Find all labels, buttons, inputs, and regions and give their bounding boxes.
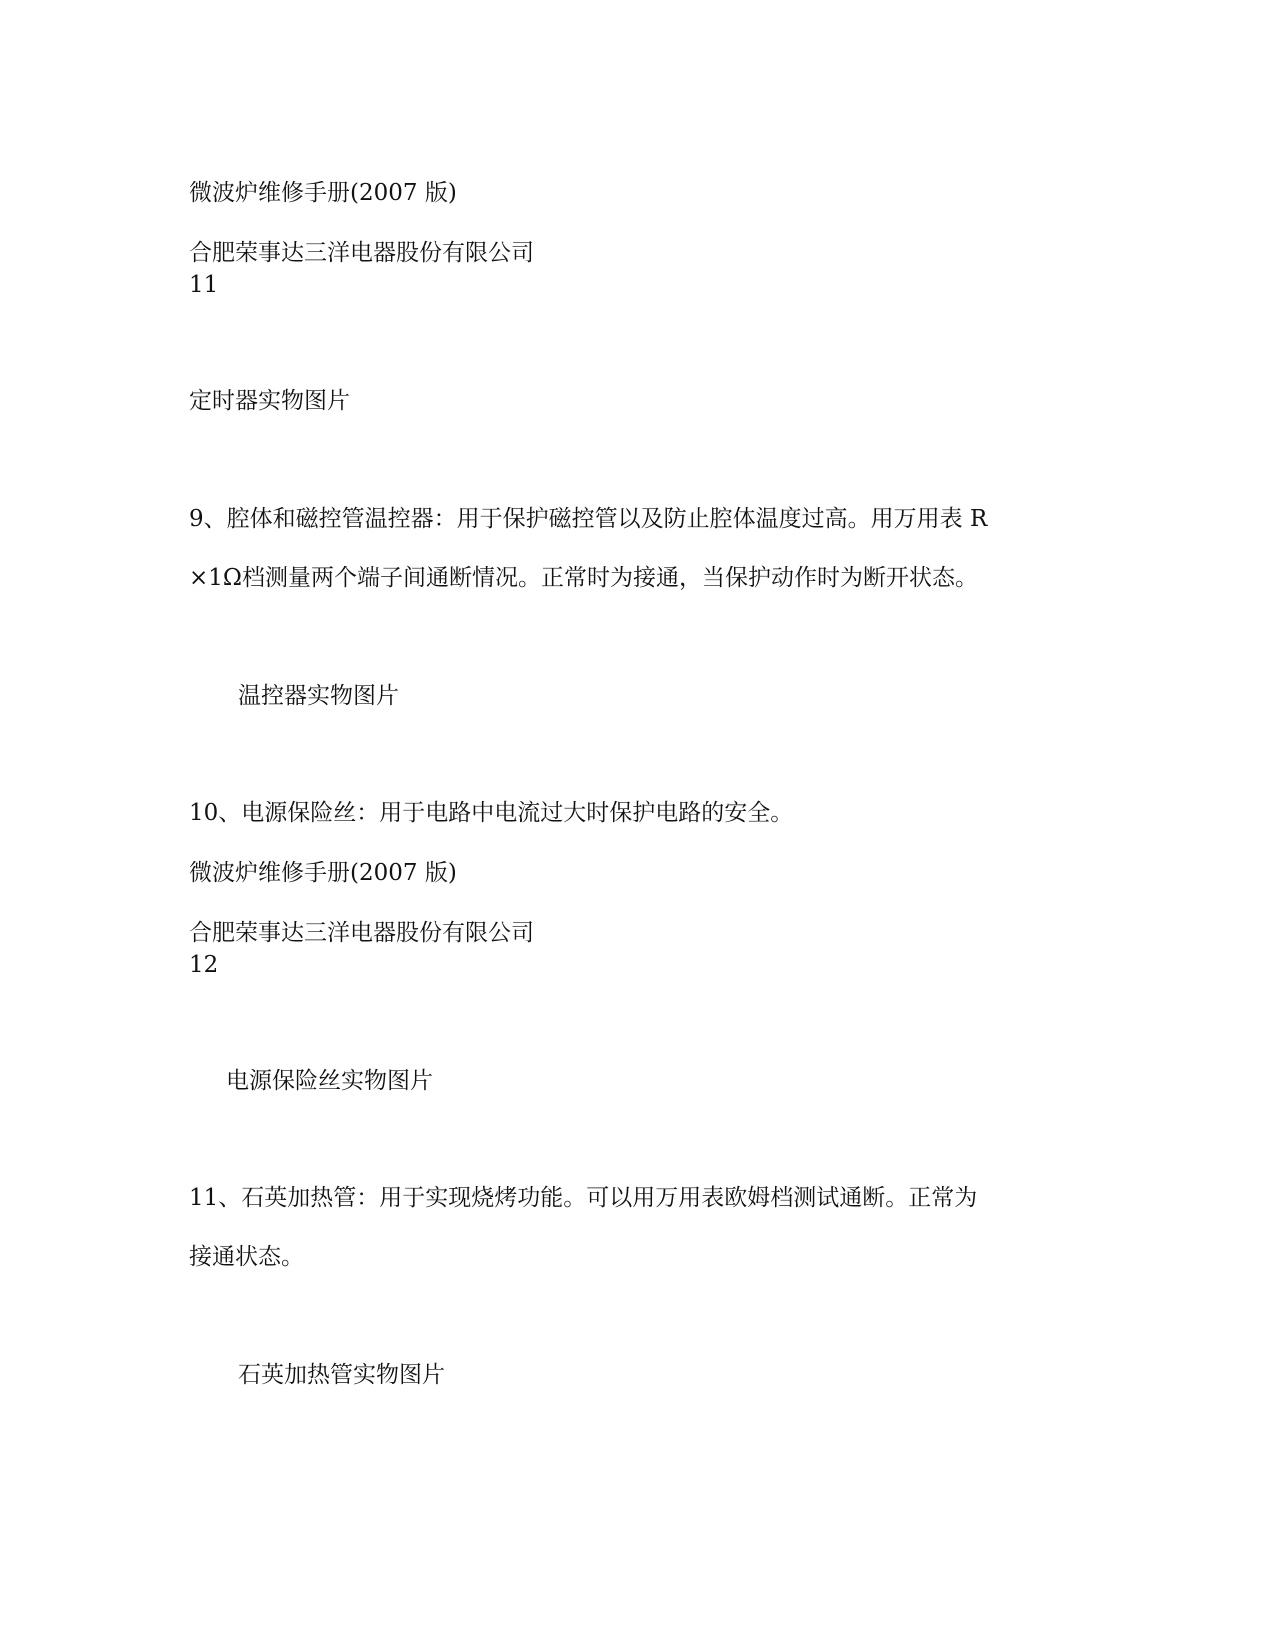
item-11-line-2: 接通状态。: [189, 1244, 304, 1270]
timer-image-caption: 定时器实物图片: [189, 388, 350, 414]
manual-title: 微波炉维修手册(2007 版): [189, 180, 457, 206]
company-name: 合肥荣事达三洋电器股份有限公司: [189, 920, 534, 946]
item-11-line-1: 11、石英加热管：用于实现烧烤功能。可以用万用表欧姆档测试通断。正常为: [189, 1185, 978, 1211]
quartz-heater-image-caption: 石英加热管实物图片: [238, 1362, 445, 1388]
page-number: 12: [189, 952, 219, 978]
item-10-line-1: 10、电源保险丝：用于电路中电流过大时保护电路的安全。: [189, 800, 794, 826]
company-name: 合肥荣事达三洋电器股份有限公司: [189, 240, 534, 266]
manual-title: 微波炉维修手册(2007 版): [189, 860, 457, 886]
item-9-line-2: ×1Ω档测量两个端子间通断情况。正常时为接通，当保护动作时为断开状态。: [189, 565, 978, 591]
page-number: 11: [189, 272, 219, 298]
item-9-line-1: 9、腔体和磁控管温控器：用于保护磁控管以及防止腔体温度过高。用万用表 R: [189, 506, 988, 532]
thermostat-image-caption: 温控器实物图片: [238, 683, 399, 709]
fuse-image-caption: 电源保险丝实物图片: [226, 1068, 433, 1094]
